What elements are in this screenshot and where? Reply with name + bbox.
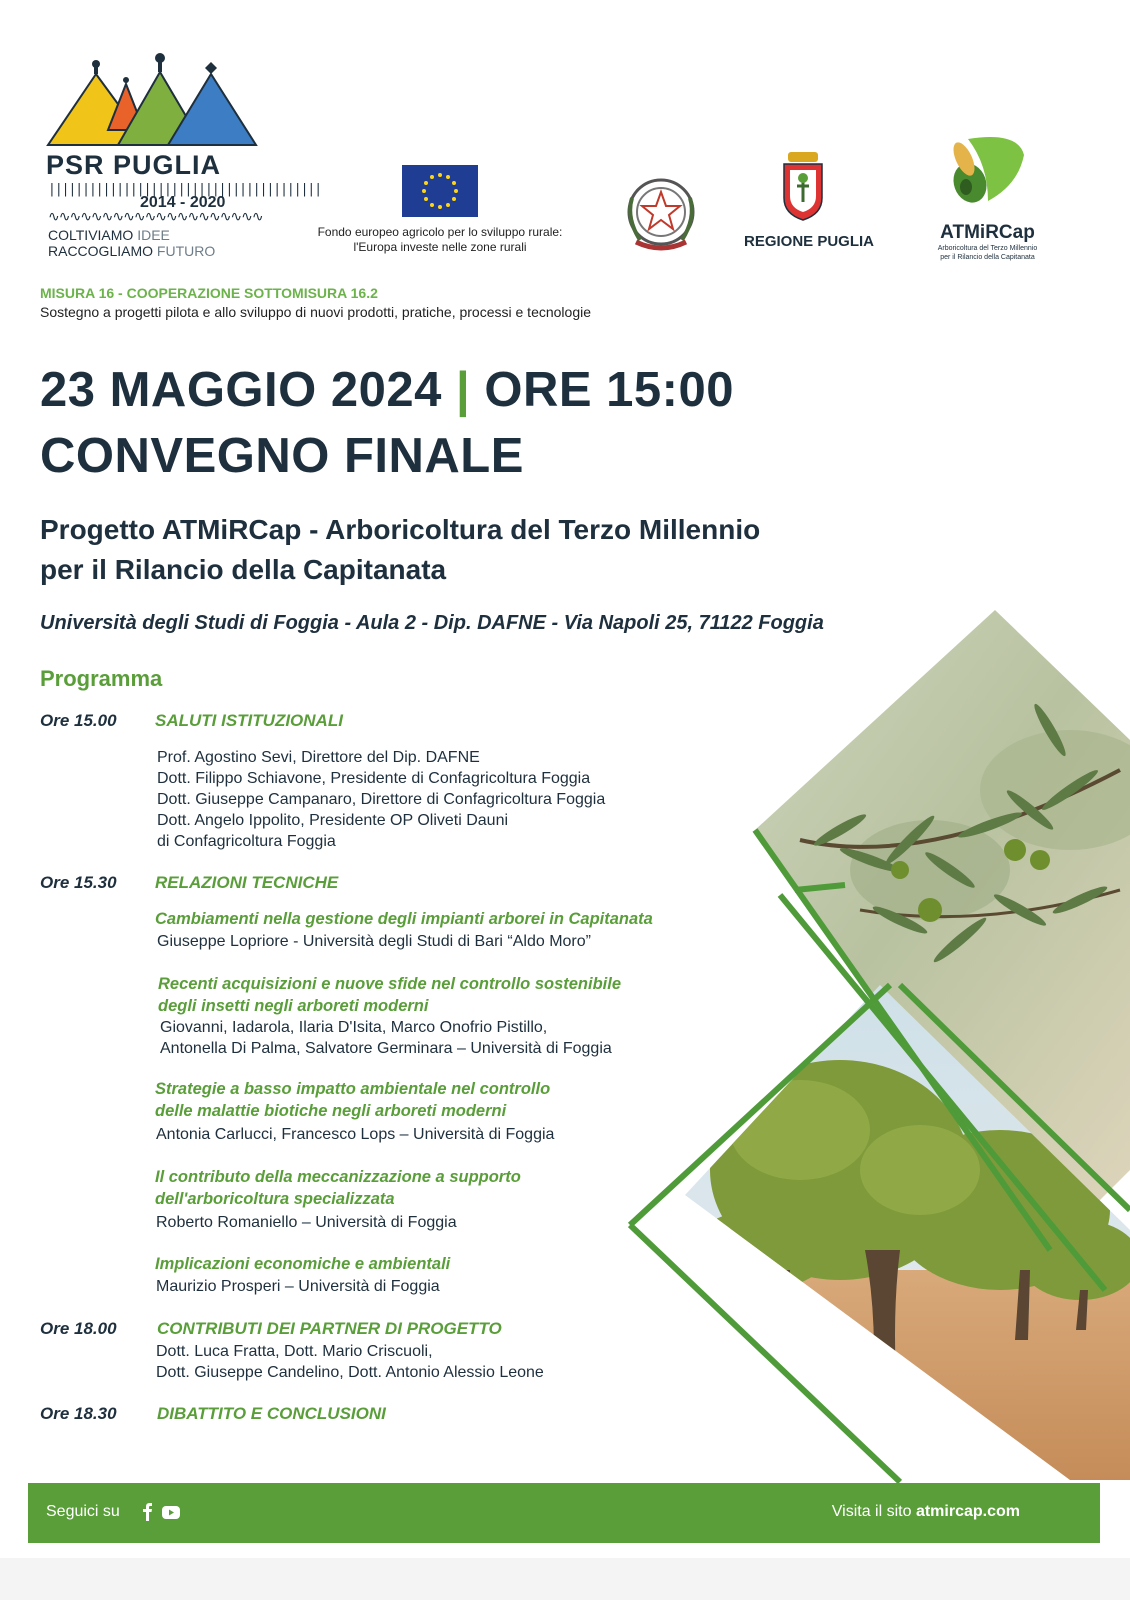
talk-speakers: Roberto Romaniello – Università di Foggia: [156, 1214, 457, 1231]
speaker-line: Dott. Filippo Schiavone, Presidente di Confagricoltura Foggia: [157, 770, 591, 787]
talk-title: Cambiamenti nella gestione degli impianti arborei in Capitanata: [155, 910, 653, 928]
site-link[interactable]: atmircap.com: [915, 1503, 1020, 1520]
psr-puglia-logo: [38, 50, 322, 265]
atmircap-sub-line2: per il Rilancio della Capitanata: [940, 254, 1035, 261]
facebook-icon[interactable]: [143, 1503, 152, 1521]
session-time: Ore 15.30: [40, 873, 117, 892]
psr-barcode-decoration: ||||||||||||||||||||||||||||||||||||||||: [48, 182, 322, 197]
youtube-icon[interactable]: [162, 1506, 180, 1519]
project-title-line2: per il Rilancio della Capitanata: [40, 554, 447, 585]
talk-speakers: Antonia Carlucci, Francesco Lops – Università di Foggia: [156, 1126, 555, 1143]
session-speakers: [157, 747, 605, 852]
sostegno-text: Sostegno a progetti pilota e allo sviluppo di nuovi prodotti, pratiche, processi e tecnologie: [40, 304, 592, 320]
psr-slogan-line1: COLTIVIAMO IDEE: [48, 227, 170, 243]
session-time: Ore 18.00: [40, 1319, 117, 1338]
speaker-line: di Confagricoltura Foggia: [157, 833, 336, 850]
eu-flag-icon: [402, 165, 478, 217]
talk-title: Recenti acquisizioni e nuove sfide nel controllo sostenibile degli insetti negli arboreti moderni: [158, 975, 622, 1015]
visit-site: Visita il sito atmircap.com: [831, 1503, 1020, 1520]
talk-speakers: Maurizio Prosperi – Università di Foggia: [156, 1278, 440, 1295]
bottom-margin: [0, 1558, 1130, 1600]
psr-years: 2014 - 2020: [140, 194, 226, 211]
date-separator: |: [456, 363, 471, 417]
speaker-line: Dott. Angelo Ippolito, Presidente OP Oliveti Dauni: [157, 812, 509, 829]
talk-speakers: Giovanni, Iadarola, Ilaria D'Isita, Marco Onofrio Pistillo, Antonella Di Palma, Salvatore Germinara – Università di Foggia: [160, 1019, 612, 1057]
footer-bar: [28, 1483, 1100, 1543]
atmircap-logo: [930, 135, 1045, 262]
social-icons: [138, 1501, 186, 1528]
project-title: [40, 510, 960, 590]
session-title: CONTRIBUTI DEI PARTNER DI PROGETTO: [157, 1319, 502, 1338]
atmircap-sub-line1: Arboricoltura del Terzo Millennio: [937, 245, 1038, 252]
event-date-line: [40, 362, 734, 418]
atmircap-name: ATMiRCap: [940, 222, 1035, 243]
talk-title: Implicazioni economiche e ambientali: [155, 1255, 451, 1273]
olive-leaf-icon: [948, 135, 1028, 213]
regione-puglia-logo: [744, 150, 875, 250]
session-title: RELAZIONI TECNICHE: [155, 873, 339, 892]
speaker-line: Dott. Giuseppe Campanaro, Direttore di Confagricoltura Foggia: [157, 791, 606, 808]
program-heading: Programma: [40, 666, 163, 691]
session-speakers: Dott. Luca Fratta, Dott. Mario Criscuoli, Dott. Giuseppe Candelino, Dott. Antonio Alessio Leone: [156, 1343, 544, 1381]
regione-puglia-name: REGIONE PUGLIA: [744, 233, 875, 250]
session-title: DIBATTITO E CONCLUSIONI: [157, 1404, 386, 1423]
session-title: SALUTI ISTITUZIONALI: [155, 711, 343, 730]
psr-title: PSR PUGLIA: [46, 150, 222, 180]
event-time: ORE 15:00: [484, 363, 734, 417]
session-time: Ore 15.00: [40, 711, 117, 730]
eu-fund-logo: [290, 165, 590, 255]
trulli-icon: [38, 50, 268, 150]
regione-puglia-crest-icon: [778, 150, 828, 222]
psr-slogan-line2: RACCOGLIAMO FUTURO: [48, 243, 216, 259]
eu-fund-text-line1: Fondo europeo agricolo per lo sviluppo rurale:: [317, 225, 563, 239]
talk-speakers: Giuseppe Lopriore - Università degli Studi di Bari “Aldo Moro”: [157, 933, 591, 950]
talk-title: Il contributo della meccanizzazione a supporto dell'arboricoltura specializzata: [155, 1168, 521, 1208]
eu-fund-text-line2: l'Europa investe nelle zone rurali: [353, 240, 527, 254]
misura-heading: MISURA 16 - COOPERAZIONE SOTTOMISURA 16.2: [40, 285, 378, 301]
talk-title: Strategie a basso impatto ambientale nel controllo delle malattie biotiche negli arboreti moderni: [155, 1080, 551, 1120]
speaker-line: Prof. Agostino Sevi, Direttore del Dip. DAFNE: [157, 749, 480, 766]
event-title: CONVEGNO FINALE: [40, 429, 524, 483]
session-time: Ore 18.30: [40, 1404, 117, 1423]
repubblica-italiana-emblem-icon: [622, 168, 700, 256]
project-title-line1: Progetto ATMiRCap - Arboricoltura del Terzo Millennio: [40, 514, 761, 545]
olive-trees-photo-collage: [600, 610, 1130, 1490]
follow-label: Seguici su: [46, 1503, 120, 1520]
event-location: Università degli Studi di Foggia - Aula 2 - Dip. DAFNE - Via Napoli 25, 71122 Foggia: [40, 612, 824, 634]
psr-waves-decoration: ∿∿∿∿∿∿∿∿∿∿∿∿∿∿∿∿∿∿∿∿: [48, 208, 263, 224]
event-date: 23 MAGGIO 2024: [40, 363, 442, 417]
